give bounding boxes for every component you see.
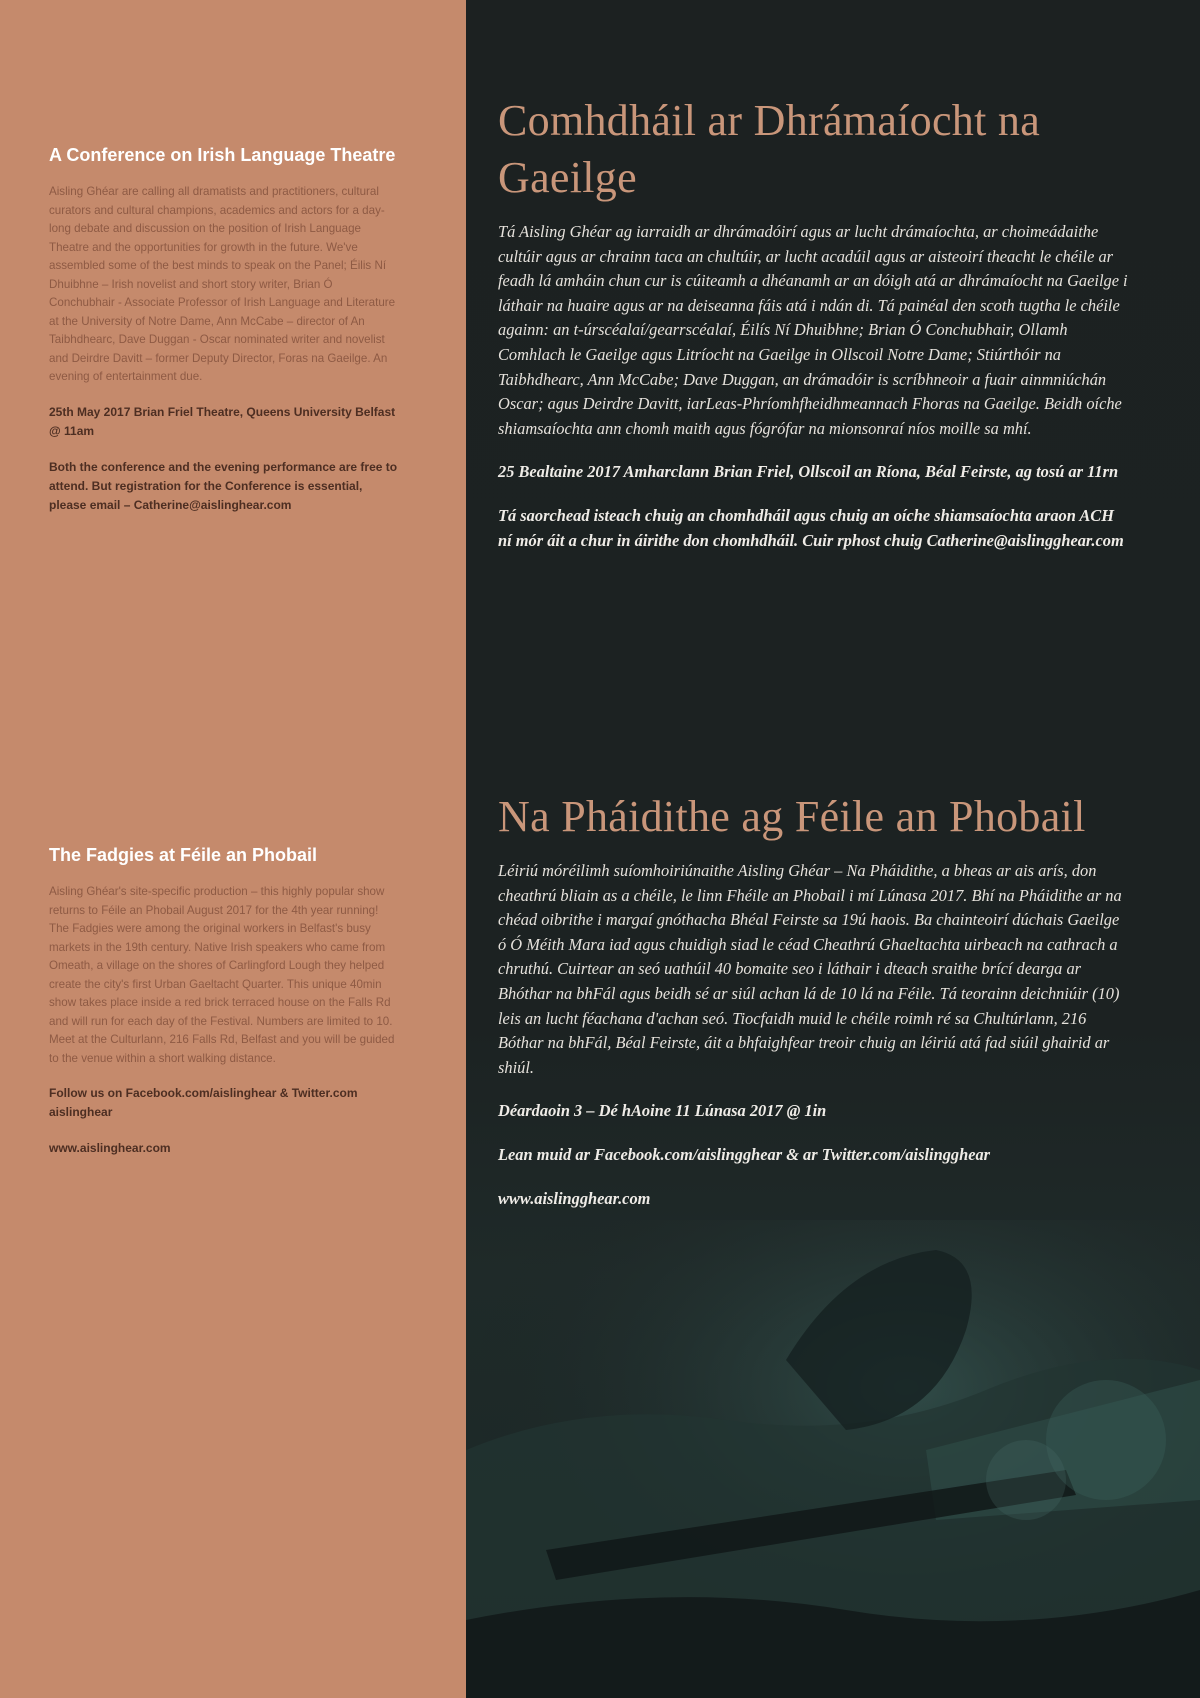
english-panel (0, 0, 466, 1698)
irish-conference-body: Tá Aisling Ghéar ag iarraidh ar dhrámadóirí agus ar lucht drámaíochta, ar choimeádaithe cultúir agus ar chrainn taca an chultúir, ar lucht acadúil agus ar aisteoirí theacht le chéile ar feadh lá amháin chun cur is cúiteamh a dhéanamh ar an dóigh atá ar dhrámaíocht na Gaeilge i láthair na huaire agus ar na deiseanna fáis atá i ndán di. Tá painéal den scoth tugtha le chéile againn: an t-úrscéalaí/gearrscéalaí, Éilís Ní Dhuibhne; Brian Ó Conchubhair, Ollamh Comhlach le Gaeilge agus Litríocht na Gaeilge in Ollscoil Notre Dame; Stiúrthóir na Taibhdhearc, Ann McCabe; Dave Duggan, an drámadóir is scríbhneoir a fuair ainmniúchán Oscar; agus Deirdre Davitt, iarLeas-Phríomhfheidhmeannach Fhoras na Gaeilge. Beidh oíche shiamsaíochta ann chomh maith agus fógrófar na mionsonraí níos moille sa mhí. (498, 222, 1128, 438)
irish-follow-us: Lean muid ar Facebook.com/aislingghear & ar Twitter.com/aislingghear (498, 1144, 991, 1164)
irish-website: www.aislingghear.com (498, 1188, 651, 1208)
english-conference-section (49, 142, 401, 532)
english-fadgies-section (49, 842, 401, 1175)
irish-conference-heading: Comhdháil ar Dhrámaíocht na Gaeilge (498, 96, 1041, 202)
english-fadgies-body: Aisling Ghéar's site-specific production – this highly popular show returns to Féile an Phobail August 2017 for the 4th year running! The Fadgies were among the original workers in Belfast's busy markets in the 19th century. Native Irish speakers who came from Omeath, a village on the shores of Carlingford Lough they helped create the city's first Urban Gaeltacht Quarter. This unique 40min show takes place inside a red brick terraced house on the Falls Rd and will run for each day of the Festival. Numbers are limited to 10. Meet at the Culturlann, 216 Falls Rd, Belfast and you will be guided to the venue within a short walking distance. (49, 885, 395, 1065)
english-follow-us: Follow us on Facebook.com/aislinghear & Twitter.com aislinghear (49, 1086, 358, 1119)
irish-conference-registration: Tá saorchead isteach chuig an chomhdháil agus chuig an oíche shiamsaíochta araon ACH ní mór áit a chur in áirithe don chomhdháil. Cuir rphost chuig Catherine@aislingghear.com (498, 505, 1124, 550)
english-conference-body: Aisling Ghéar are calling all dramatists and practitioners, cultural curators and cultural champions, academics and actors for a day-long debate and discussion on the position of Irish Language Theatre and the opportunities for growth in the future. We've assembled some of the best minds to speak on the Panel; Éilis Ní Dhuibhne – Irish novelist and short story writer, Brian Ó Conchubhair - Associate Professor of Irish Language and Literature at the University of Notre Dame, Ann McCabe – director of An Taibhdhearc, Dave Duggan - Oscar nominated writer and novelist and Deirdre Davitt – former Deputy Director, Foras na Gaeilge. An evening of entertainment due. (49, 185, 396, 383)
irish-fadgies-heading: Na Pháidithe ag Féile an Phobail (498, 792, 1086, 841)
english-fadgies-heading: The Fadgies at Féile an Phobail (49, 845, 318, 865)
irish-fadgies-body: Léiriú móréilimh suíomhoiriúnaithe Aisling Ghéar – Na Pháidithe, a bheas ar ais arís, don cheathrú bliain as a chéile, le linn Fhéile an Phobail i mí Lúnasa 2017. Bhí na Pháidithe ar na chéad oibrithe i margaí gnóthacha Bhéal Feirste sa 19ú haois. Ba chainteoirí dúchais Gaeilge ó Ó Méith Mara iad agus chuidigh siad le céad Cheathrú Ghaeltachta uirbeach na cathrach a chruthú. Cuirtear an seó uathúil 40 bomaite seo i láthair i dteach sraithe brící dearga ar Bhóthar na bhFál agus beidh sé ar siúl achan lá de 10 lá na Féile. Tá teorainn deichniúir (10) leis an lucht féachana d'achan seó. Tiocfaidh muid le chéile roimh ré sa Chultúrlann, 216 Bóthar na bhFál, Béal Feirste, áit a bhfaighfear treoir chuig an léiriú atá fad siúil ghairid ar shiúl. (498, 861, 1122, 1077)
english-conference-heading: A Conference on Irish Language Theatre (49, 145, 396, 165)
english-website: www.aislinghear.com (49, 1141, 171, 1155)
irish-fadgies-date: Déardaoin 3 – Dé hAoine 11 Lúnasa 2017 @ 1in (498, 1101, 827, 1121)
market-photo-background (466, 1220, 1200, 1698)
irish-conference-section (498, 92, 1128, 572)
irish-fadgies-section (498, 788, 1128, 1230)
english-conference-registration: Both the conference and the evening performance are free to attend. But registration for the Conference is essential, please email – Catherine@aislinghear.com (49, 459, 398, 512)
irish-conference-date: 25 Bealtaine 2017 Amharclann Brian Friel, Ollscoil an Ríona, Béal Feirste, ag tosú ar 11rn (498, 462, 1119, 482)
english-conference-date: 25th May 2017 Brian Friel Theatre, Queens University Belfast @ 11am (49, 404, 396, 438)
